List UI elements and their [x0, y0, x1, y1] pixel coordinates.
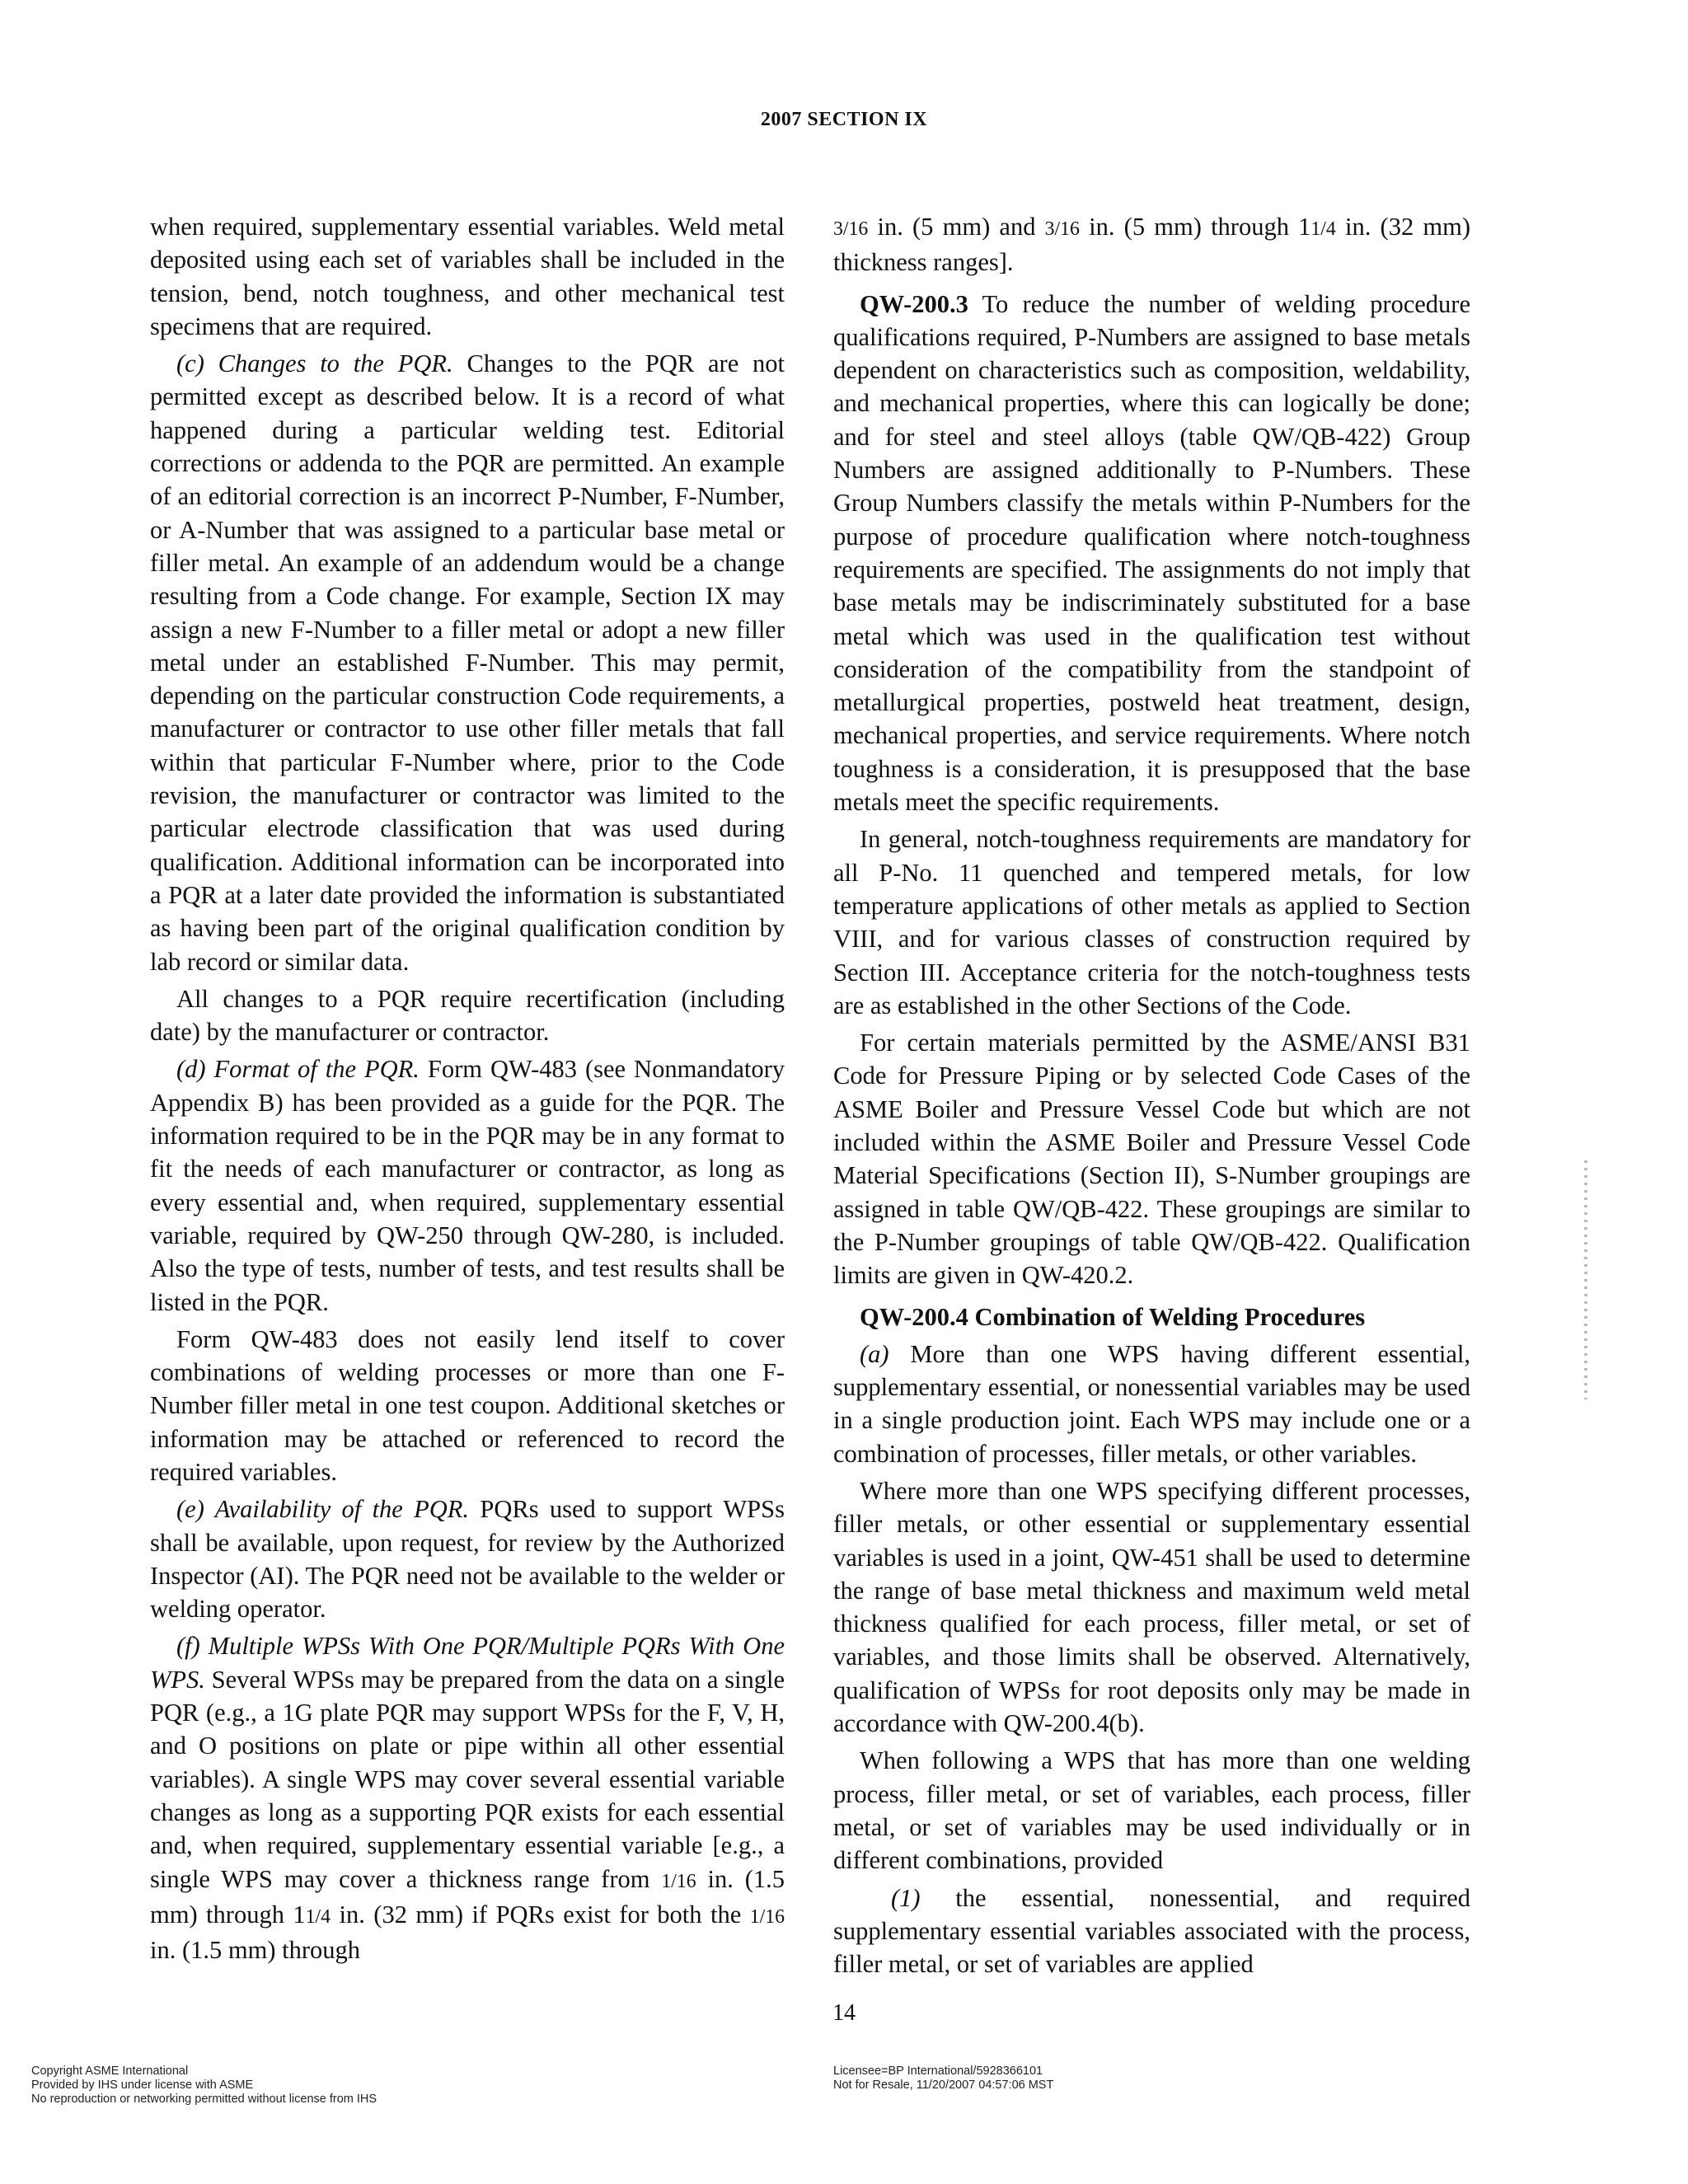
text-cont-b: in. (5 mm) through 1 [1079, 213, 1311, 241]
paragraph-f [150, 1629, 785, 1966]
footer-line: Provided by IHS under license with ASME [31, 2079, 254, 2092]
paragraph-certain-materials: For certain materials permitted by the ASME/ANSI B31 Code for Pressure Piping or by selected Code Cases of the ASME Boiler and Pressure Vessel Code but which are not included within the ASME Boiler and Pressure Vessel Code Material Specifications (Section II), S-Number groupings are assigned in table QW/QB-422. These groupings are similar to the P-Number groupings of table QW/QB-422. Qualification limits are given in QW-420.2. [833, 1029, 1470, 1290]
text-e: PQRs used to support WPSs shall be available, upon request, for review by the Authorized Inspector (AI). The PQR need not be available to the welder or welding operator. [150, 1495, 785, 1624]
label-d: (d) Format of the PQR. [176, 1055, 420, 1084]
text-cont-c: in. (32 mm) thickness ranges]. [833, 213, 1470, 277]
fraction: 1/4 [1311, 218, 1336, 240]
paragraph-e [150, 1493, 785, 1625]
label-1: (1) [891, 1883, 921, 1912]
section-heading: QW-200.4 Combination of Welding Procedures [860, 1302, 1366, 1331]
footer-line: Licensee=BP International/5928366101 [833, 2064, 1043, 2078]
paragraph-when: When following a WPS that has more than one welding process, filler metal, or set of variables, each process, filler metal, or set of variables may be used individually or in different combinations, provided [833, 1746, 1470, 1875]
text-f: Several WPSs may be prepared from the data on a single PQR (e.g., a 1G plate PQR may support WPSs for the F, V, H, and O positions on plate or pipe within all other essential variables). A single WPS may cover several essential variable changes as long as a supporting PQR exists for each essential and, when required, supplementary essential variable [e.g., a single WPS may cover a thickness range from [150, 1665, 785, 1893]
footer-copyright [31, 2064, 377, 2107]
footer-license [833, 2064, 1053, 2093]
footer-line: No reproduction or networking permitted without license from IHS [31, 2093, 377, 2106]
footer-line: Not for Resale, 11/20/2007 04:57:06 MST [833, 2079, 1054, 2092]
section-number: QW-200.3 [860, 289, 968, 318]
label-e: (e) Availability of the PQR. [176, 1495, 470, 1524]
text-f-end: in. (1.5 mm) through [150, 1936, 360, 1965]
paragraph-where: Where more than one WPS specifying different processes, filler metals, or other essential or supplementary essential variables is used in a joint, QW-451 shall be used to determine the range of base metal thickness and maximum weld metal thickness qualified for each process, filler metal, or set of variables, and those limits shall be observed. Alternatively, qualification of WPSs for root deposits only may be made in accordance with QW-200.4(b). [833, 1476, 1470, 1738]
paragraph-general: In general, notch-toughness requirements are mandatory for all P-No. 11 quenched and tempered metals, for low temperature applications of other metals as applied to Section VIII, and for various classes of construction required by Section III. Acceptance criteria for the notch-toughness tests are as established in the other Sections of the Code. [833, 825, 1470, 1019]
fraction: 1/16 [661, 1870, 696, 1892]
paragraph-continued [833, 210, 1470, 279]
paragraph-d [150, 1052, 785, 1318]
paragraph-1 [833, 1882, 1470, 1981]
paragraph-continued: when required, supplementary essential variables. Weld metal deposited using each set of variables shall be included in the tension, bend, notch toughness, and other mechanical test specimens that are required. [150, 213, 785, 340]
text-1: the essential, nonessential, and required supplementary essential variables associated with the process, filler metal, or set of variables are applied [833, 1883, 1470, 1979]
text-cont-a: in. (5 mm) and [868, 213, 1045, 241]
footer-line: Copyright ASME International [31, 2064, 189, 2078]
page-number: 14 [832, 2000, 856, 2026]
text-d: Form QW-483 (see Nonmandatory Appendix B) has been provided as a guide for the PQR. The information required to be in the PQR may be in any format to fit the needs of each manufacturer or contractor, as long as every essential and, when required, supplementary essential variable, required by QW-250 through QW-280, is included. Also the type of tests, number of tests, and test results shall be listed in the PQR. [150, 1055, 785, 1316]
section-text: To reduce the number of welding procedure qualifications required, P-Numbers are assigned to base metals dependent on characteristics such as composition, weldability, and mechanical properties, where this can logically be done; and for steel and steel alloys (table QW/QB-422) Group Numbers are assigned additionally to P-Numbers. These Group Numbers classify the metals within P-Numbers for the purpose of procedure qualification where notch-toughness requirements are specified. The assignments do not imply that base metals may be indiscriminately substituted for a base metal which was used in the qualification test without consideration of the compatibility from the standpoint of metallurgical properties, postweld heat treatment, design, mechanical properties, and service requirements. Where notch toughness is a consideration, it is presupposed that the base metals meet the specific requirements. [833, 289, 1470, 817]
fraction: 3/16 [1044, 218, 1080, 240]
label-c: (c) Changes to the PQR. [176, 349, 453, 378]
label-f: (f) Multiple WPSs With One PQR/Multiple PQRs With One WPS. [150, 1632, 785, 1694]
section-qw-200-3 [833, 288, 1470, 819]
fraction: 1/4 [305, 1905, 331, 1928]
margin-mark [1584, 1160, 1587, 1399]
text-c: Changes to the PQR are not permitted except as described below. It is a record of what happened during a particular welding test. Editorial corrections or addenda to the PQR are permitted. An example of an editorial correction is an incorrect P-Number, F-Number, or A-Number that was assigned to a particular base metal or filler metal. An example of an addendum would be a change resulting from a Code change. For example, Section IX may assign a new F-Number to a filler metal or adopt a new filler metal under an established F-Number. This may permit, depending on the particular construction Code requirements, a manufacturer or contractor to use other filler metals that fall within that particular F-Number where, prior to the Code revision, the manufacturer or contractor was limited to the particular electrode classification that was used during qualification. Additional information can be incorporated into a PQR at a later date provided the information is substantiated as having been part of the original qualification condition by lab record or similar data. [150, 349, 785, 976]
page-header: 2007 SECTION IX [760, 109, 928, 130]
fraction: 1/16 [749, 1905, 785, 1928]
fraction: 3/16 [833, 218, 869, 240]
paragraph-form: Form QW-483 does not easily lend itself to cover combinations of welding processes or more than one F-Number filler metal in one test coupon. Additional sketches or information may be attached or referenced to record the required variables. [150, 1324, 785, 1486]
right-column [833, 210, 1470, 1985]
label-a: (a) [860, 1339, 889, 1368]
paragraph-all-changes: All changes to a PQR require recertification (including date) by the manufacturer or contractor. [150, 984, 785, 1047]
text-f-mid2: in. (32 mm) if PQRs exist for both the [331, 1900, 750, 1929]
text-f-mid1: in. (1.5 mm) through 1 [150, 1864, 785, 1929]
text-a: More than one WPS having different essential, supplementary essential, or nonessential variables may be used in a single production joint. Each WPS may include one or a combination of processes, filler metals, or other variables. [833, 1339, 1470, 1468]
paragraph-c [150, 347, 785, 978]
left-column [150, 210, 785, 1971]
paragraph-a [833, 1338, 1470, 1470]
